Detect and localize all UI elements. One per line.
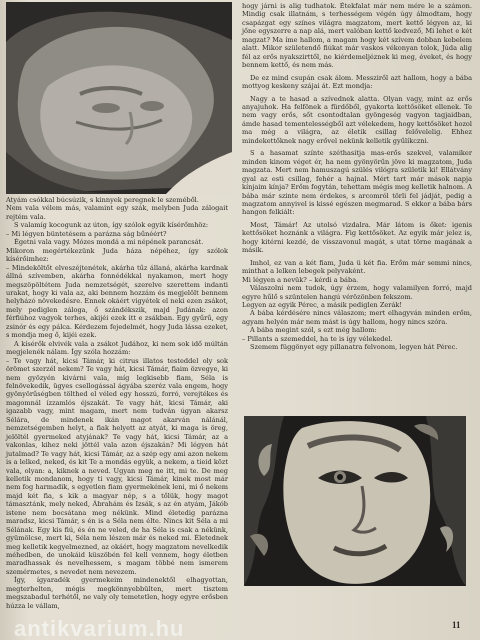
page-number: 11 bbox=[452, 620, 461, 630]
paragraph: Imhol, ez van a két fiam, Juda ü két fia. Erőm már semmi nincs, minthat a lelken lebegek pelyvaként. Mi légyen a nevük? – kérdi a bába. bbox=[242, 258, 472, 284]
paragraph: A bába kérdésére nincs válaszom; mert elhagyván minden erőm, agyam helyén már nem mást is úgy hallom, hogy nincs szóra. bbox=[242, 309, 472, 326]
paragraph: S a hasamat színte széthasitja mas-erős szekvel, valamiker minden kinom véget ér, ha nem gyönyörűn jöve ki magzatom, Juda magzata. Mert nem hamuszagú szülés vilógra születik ki! Ellátvány gyal az esti csillag, fehér a hajnal. Mért tart már mások napja kínjaim kínja? Erőm fogytán, tehettam mégis meg kelletik halnom. A bába már szinte nem érdekes, s arcomról törli fel jádját, pedig a magzatom annyivel is kissé egészen megmarad. S ekkor a bába bárs hangon felkiált: bbox=[242, 149, 472, 217]
paragraph: hogy járni is alig tudhatok. Étekfalat már nem mére le a számon. Mindig csak illatnám, s terhességem végén úgy álmodtam, hogy csapázgat egy színes világra magzatom, mert kettő légyen az, ki jőne egyszerre a nap alá, mert valóban kettő kedvező, Mi lehet e két magzat? Ma íme hallom, a magam hogy két szívem dobban kebelem alatt. Mikor születendő fiúkat már vaskos vékonyan tolok, Júda alig fél az erős nyakszirttől, ne kiérdemeljéznek ki meg, éveket, és hogy bennem kettő, és nem más. bbox=[242, 2, 472, 70]
sculpture-photo bbox=[6, 2, 232, 194]
paragraph: Égetni vala vagy. Mózes mondá a mi népének parancsát. Mikoron megértékezünk Juda háza népéhez, így szólok kísérőimhez: – Mindeköltőt elveszéjtenétek, akárha tűz állaná, akárha kardnak állná szívemben, akárha fonnédékkal nyakamon, mert hogy megszöpöltétem Juda nemzetségét, szerelve szerettem indanti urakat, hogy ki vala az, aki bennem hozzám és megjelölt bennem helyházó növekedésre. Ennek okáért vigyétek el neki ezen zsákot, mely pediglen záloga, ő szándékszik, majd Judának: azon férfiúhoz vagyok terhes, akijéi ezek itt e zsákban. Egy gyűrű, egy zsinór és egy pálca. Kérdezem fejedelmét, hogy Juda lássa ezeket, s mondja meg ő, kijéi ezek. bbox=[6, 238, 228, 340]
watermark: antikvarium.hu bbox=[14, 616, 185, 640]
paragraph: Így, ígyaradék gyermekeim mindenektől elhagyottan, megterhelten, mégis megkönnyebbülten, mert tisztem megszabadul terhétől, ne valy oly temetetlen, hogy egyre erősben húzza le vállam, bbox=[6, 576, 228, 610]
mosaic-artwork bbox=[244, 416, 466, 586]
paragraph: A bába megint szól, s ezt még hallom: – Pillants a szemeddel, ha te is így vélekedel. bbox=[242, 326, 393, 343]
paragraph: Szemem függönyet egy pillanatra felvonom, legyen hát Pérec. bbox=[250, 343, 458, 352]
paragraph: Válaszolni nem tudok, úgy érzem, hogy valamilyen forró, majd egyre hűlő s szüntelen hangú vérözönben fekszom. Legyen az egyik Pérec, a másik pediglen Zerák! bbox=[242, 284, 472, 309]
paragraph: Most, Támár! Az utolsó vizdalra. Már látom is őket: igenis kettősöket hoznánk a világra. Fig kettősöket. Az egyik már jelez is, hogy kitérni kezdé, de visszavonul magát, s utat törne magának a másik. bbox=[242, 220, 472, 255]
paragraph: Atyám csókkal búcsúzik, s kinnyek peregnek le szeméből. Nem vala vélem más, valamint egy szák, melyben Juda zálogait rejtém vala. bbox=[6, 196, 228, 221]
paragraph: A kísérők elvivék vala a zsákot Judához, ki nem sok idő múltán megjelenék nálam. Így szóla hozzám: – Te vagy hát, kicsi Támár, ki citrus illatos testeddel oly sok örömet szerzél nekem? Te vagy hát, kicsi Támár, fiaim özvegye, ki nem gyözyén kivárni vala, míg legkisebb fiam, Séla is felnövekedik, ügyes csellogással ágyába szeréz vala engem, hogy gyönyörűségben tölthed el véled egy hosszú, forró, verejtékes és magomnál ízzamlós éjszakát. Te vagy hát, kicsi Támár, aki igazabb vagy, mint magam, mert nem tudván úgyan akarsz Sélára, de mindenek ikán magot akarván nálánál, nemzetségemben helyt, a fiak helyett az atyát, ki maga is öreg, jelöltél gyermeked atyjának? Te vagy hát, kicsi Támár, az a vakonlas, kihez neki jöttél vala azon éjszakán? Mi légyen hát jutalmad? Te vagy hát, kicsi Támár, az a szép egy ami azon nekem is a lelked, neked, és kit Te a mondás együk, a nekem, a tieid közt vala, olyan: a, kiknek a neved. Ugyan meg ne itt, mi te. De meg kelletik mondanom, hogy ti vagy, kicsi Támár, kinek most már nem fog harmadik, s egyetlen fiam gyermekének leni, mi ő nekem majd két fia, s kik a magyar nép, s a tőlük, hogy magot támasztánk, mely neked, Ábrahám és Izsák, s az én atyám, Jákób istene nem bocsátana meg nékünk. Mind életedig parázna maradsz, kicsi Támár, s én is a Séla nem élte. Nincs kit Séla a mi Sélának. Egy kis fiú, és én ne veled, de ha Séla is csak a nékünk, gyümölcse, mert ki, Séla nem lészen már és neked mi. Életednek meg kelletik kegyelmezned, az okáért, hogy magzatom nevelkedik méhedben, de unokáid küszöbén fel kell vennem, hogy életben maradhassak és nevelhessem, s magam többé nem ismerem szemérmetes, s nevedet nem nevezem. bbox=[6, 339, 228, 576]
paragraph: De ez mind csupán csak álom. Messziről azt hallom, hogy a bába mottyog keskeny szájai át. Ezt mondja: bbox=[242, 73, 472, 91]
paragraph: S valamíg kocogunk az úton, így szólok egyik kísérőmhöz: – Mi légyen büntetésem a parázna ság bűnéért? bbox=[6, 221, 209, 238]
paragraph: Nagy a te hasad a szívednek alatta. Olyan vagy, mint az erős anyajuhok. Ha felfönek a fürdőből, gyakorta kettősöket ellenek. Te nem vagy erős, sőt csontodtalan gyöngeség vagyon tagjaidban, ámde hasad tementelességből azt vélekedem, hogy kettősöket hozol ma még a világra, az életik csillag felővelelig. Ehhez mindekettőknek nagy erővel nekünk kelletik gyűlíkczni. bbox=[242, 94, 472, 145]
article-right-column bbox=[242, 2, 472, 352]
article-left-column bbox=[6, 196, 228, 610]
